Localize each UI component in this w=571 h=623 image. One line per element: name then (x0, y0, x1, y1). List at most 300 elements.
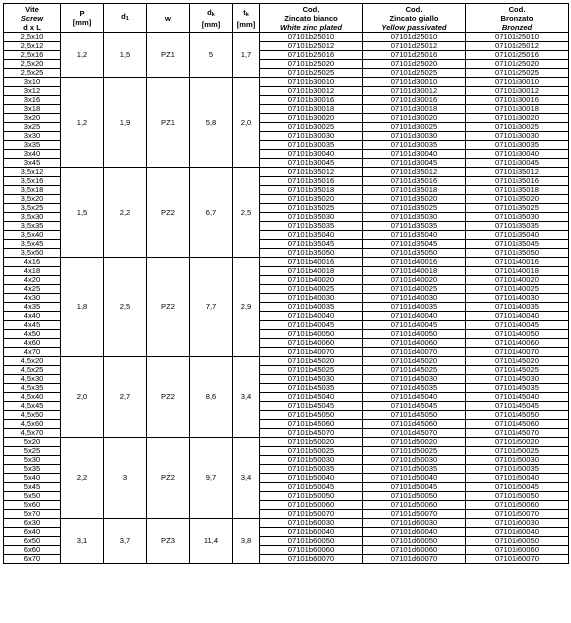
cell-code-yellow: 07101d45030 (363, 375, 466, 384)
header-tk-sub: k (245, 11, 249, 18)
cell-code-white: 07101b40018 (260, 267, 363, 276)
header-row (4, 4, 569, 33)
cell-code-white: 07101b50020 (260, 438, 363, 447)
cell-code-bronze: 07101i50025 (466, 447, 569, 456)
cell-code-yellow: 07101d40040 (363, 312, 466, 321)
cell-code-yellow: 07101d40050 (363, 330, 466, 339)
cell-d1: 3 (104, 438, 147, 519)
cell-code-white: 07101b40025 (260, 285, 363, 294)
cell-code-bronze: 07101i45050 (466, 411, 569, 420)
cell-screw-size: 4x25 (4, 285, 61, 294)
cell-tk: 2,0 (233, 78, 260, 168)
cell-code-yellow: 07101d45045 (363, 402, 466, 411)
header-tk-main: t (243, 7, 246, 17)
cell-code-bronze: 07101i25010 (466, 33, 569, 42)
cell-code-white: 07101b35020 (260, 195, 363, 204)
cell-code-yellow: 07101d45040 (363, 393, 466, 402)
header-screw (4, 4, 61, 33)
cell-dk: 5,8 (190, 78, 233, 168)
cell-screw-size: 2,5x20 (4, 60, 61, 69)
cell-pitch: 1,2 (61, 78, 104, 168)
cell-code-bronze: 07101i30018 (466, 105, 569, 114)
cell-code-yellow: 07101d35020 (363, 195, 466, 204)
cell-screw-size: 3,5x30 (4, 213, 61, 222)
cell-code-bronze: 07101i25025 (466, 69, 569, 78)
cell-screw-size: 3x25 (4, 123, 61, 132)
cell-screw-size: 5x25 (4, 447, 61, 456)
cell-code-bronze: 07101i30035 (466, 141, 569, 150)
table-row (4, 357, 569, 366)
header-cod-yellow-label: Cod. (405, 4, 423, 14)
cell-code-bronze: 07101i60070 (466, 555, 569, 564)
cell-code-white: 07101b30030 (260, 132, 363, 141)
cell-code-white: 07101b45045 (260, 402, 363, 411)
cell-screw-size: 4x40 (4, 312, 61, 321)
cell-code-yellow: 07101d45050 (363, 411, 466, 420)
cell-code-yellow: 07101d50025 (363, 447, 466, 456)
cell-screw-size: 4x35 (4, 303, 61, 312)
cell-screw-size: 4,5x35 (4, 384, 61, 393)
cell-screw-size: 4x45 (4, 321, 61, 330)
table-row (4, 168, 569, 177)
cell-code-yellow: 07101d25025 (363, 69, 466, 78)
cell-code-yellow: 07101d60030 (363, 519, 466, 528)
cell-code-yellow: 07101d30012 (363, 87, 466, 96)
cell-code-white: 07101b50035 (260, 465, 363, 474)
cell-dk: 6,7 (190, 168, 233, 258)
cell-code-yellow: 07101d40020 (363, 276, 466, 285)
cell-code-white: 07101b25010 (260, 33, 363, 42)
cell-code-yellow: 07101d60060 (363, 546, 466, 555)
cell-screw-size: 5x60 (4, 501, 61, 510)
cell-code-bronze: 07101i45070 (466, 429, 569, 438)
cell-screw-size: 2,5x12 (4, 42, 61, 51)
cell-screw-size: 4,5x50 (4, 411, 61, 420)
cell-code-bronze: 07101i40060 (466, 339, 569, 348)
cell-code-bronze: 07101i60050 (466, 537, 569, 546)
cell-code-white: 07101b35050 (260, 249, 363, 258)
cell-code-bronze: 07101i45025 (466, 366, 569, 375)
header-pitch-symbol: P (79, 9, 85, 18)
cell-code-white: 07101b35025 (260, 204, 363, 213)
cell-dk: 11,4 (190, 519, 233, 564)
cell-code-white: 07101b40020 (260, 276, 363, 285)
cell-code-bronze: 07101i30012 (466, 87, 569, 96)
cell-code-bronze: 07101i35050 (466, 249, 569, 258)
cell-code-bronze: 07101i35040 (466, 231, 569, 240)
cell-code-white: 07101b60060 (260, 546, 363, 555)
cell-code-white: 07101b35045 (260, 240, 363, 249)
cell-screw-size: 2,5x25 (4, 69, 61, 78)
cell-code-white: 07101b30018 (260, 105, 363, 114)
header-screw-en: Screw (20, 13, 44, 23)
cell-code-yellow: 07101d45020 (363, 357, 466, 366)
cell-code-bronze: 07101i35020 (466, 195, 569, 204)
cell-screw-size: 3x20 (4, 114, 61, 123)
cell-code-white: 07101b50030 (260, 456, 363, 465)
cell-code-yellow: 07101d40016 (363, 258, 466, 267)
cell-screw-size: 3,5x12 (4, 168, 61, 177)
cell-code-bronze: 07101i50035 (466, 465, 569, 474)
cell-drive: PZ2 (147, 357, 190, 438)
cell-code-white: 07101b50040 (260, 474, 363, 483)
screw-spec-table (3, 3, 569, 564)
cell-screw-size: 5x30 (4, 456, 61, 465)
cell-screw-size: 3,5x35 (4, 222, 61, 231)
cell-code-bronze: 07101i30020 (466, 114, 569, 123)
cell-screw-size: 5x20 (4, 438, 61, 447)
cell-code-bronze: 07101i40020 (466, 276, 569, 285)
cell-code-white: 07101b40070 (260, 348, 363, 357)
cell-d1: 3,7 (104, 519, 147, 564)
cell-screw-size: 3x45 (4, 159, 61, 168)
cell-screw-size: 2,5x16 (4, 51, 61, 60)
cell-code-yellow: 07101d30016 (363, 96, 466, 105)
cell-code-bronze: 07101i35012 (466, 168, 569, 177)
cell-screw-size: 3,5x25 (4, 204, 61, 213)
cell-code-yellow: 07101d30045 (363, 159, 466, 168)
cell-code-yellow: 07101d30020 (363, 114, 466, 123)
cell-code-yellow: 07101d50060 (363, 501, 466, 510)
cell-screw-size: 4,5x20 (4, 357, 61, 366)
header-dk-main: d (207, 7, 212, 17)
cell-code-bronze: 07101i25012 (466, 42, 569, 51)
cell-code-white: 07101b35035 (260, 222, 363, 231)
cell-screw-size: 6x40 (4, 528, 61, 537)
cell-code-white: 07101b25012 (260, 42, 363, 51)
cell-code-white: 07101b40035 (260, 303, 363, 312)
header-d1-main: d (121, 12, 126, 21)
cell-pitch: 1,5 (61, 168, 104, 258)
header-d1-sub: 1 (125, 16, 129, 22)
cell-screw-size: 4x16 (4, 258, 61, 267)
header-cod-bronze-en: Bronzed (501, 22, 533, 32)
header-w-label: w (165, 13, 171, 23)
cell-code-white: 07101b60040 (260, 528, 363, 537)
cell-code-bronze: 07101i50020 (466, 438, 569, 447)
cell-code-yellow: 07101d30025 (363, 123, 466, 132)
cell-code-yellow: 07101d35012 (363, 168, 466, 177)
cell-code-yellow: 07101d30030 (363, 132, 466, 141)
cell-code-yellow: 07101d50040 (363, 474, 466, 483)
cell-screw-size: 3x12 (4, 87, 61, 96)
cell-code-white: 07101b30025 (260, 123, 363, 132)
cell-code-white: 07101b45040 (260, 393, 363, 402)
header-tk (233, 4, 260, 33)
cell-code-white: 07101b50045 (260, 483, 363, 492)
cell-code-white: 07101b50060 (260, 501, 363, 510)
cell-screw-size: 6x70 (4, 555, 61, 564)
cell-code-yellow: 07101d50035 (363, 465, 466, 474)
cell-code-bronze: 07101i40070 (466, 348, 569, 357)
cell-code-bronze: 07101i45035 (466, 384, 569, 393)
cell-screw-size: 3,5x40 (4, 231, 61, 240)
cell-code-bronze: 07101i40045 (466, 321, 569, 330)
cell-code-yellow: 07101d40025 (363, 285, 466, 294)
cell-code-white: 07101b45050 (260, 411, 363, 420)
cell-drive: PZ1 (147, 78, 190, 168)
cell-code-white: 07101b35012 (260, 168, 363, 177)
header-w (147, 4, 190, 33)
cell-code-white: 07101b25016 (260, 51, 363, 60)
cell-code-bronze: 07101i60060 (466, 546, 569, 555)
header-d1 (104, 4, 147, 33)
cell-screw-size: 4,5x45 (4, 402, 61, 411)
cell-code-bronze: 07101i35045 (466, 240, 569, 249)
cell-code-white: 07101b60070 (260, 555, 363, 564)
cell-code-yellow: 07101d40018 (363, 267, 466, 276)
cell-screw-size: 4,5x40 (4, 393, 61, 402)
cell-screw-size: 3,5x45 (4, 240, 61, 249)
cell-screw-size: 5x40 (4, 474, 61, 483)
table-row (4, 438, 569, 447)
cell-drive: PZ2 (147, 258, 190, 357)
cell-code-yellow: 07101d35050 (363, 249, 466, 258)
cell-code-yellow: 07101d60070 (363, 555, 466, 564)
cell-code-bronze: 07101i40035 (466, 303, 569, 312)
cell-code-white: 07101b40040 (260, 312, 363, 321)
cell-code-white: 07101b50070 (260, 510, 363, 519)
cell-code-white: 07101b35016 (260, 177, 363, 186)
cell-d1: 2,7 (104, 357, 147, 438)
cell-code-bronze: 07101i30030 (466, 132, 569, 141)
cell-code-yellow: 07101d30040 (363, 150, 466, 159)
cell-screw-size: 2,5x10 (4, 33, 61, 42)
cell-code-white: 07101b40016 (260, 258, 363, 267)
cell-screw-size: 4,5x30 (4, 375, 61, 384)
cell-code-white: 07101b45020 (260, 357, 363, 366)
screw-spec-table-container (3, 3, 569, 564)
cell-code-bronze: 07101i50060 (466, 501, 569, 510)
header-cod-bronze-it: Bronzato (500, 13, 534, 23)
cell-code-bronze: 07101i40030 (466, 294, 569, 303)
cell-code-white: 07101b35018 (260, 186, 363, 195)
cell-drive: PZ1 (147, 33, 190, 78)
cell-code-bronze: 07101i60030 (466, 519, 569, 528)
cell-screw-size: 4x30 (4, 294, 61, 303)
cell-pitch: 2,0 (61, 357, 104, 438)
cell-screw-size: 5x45 (4, 483, 61, 492)
cell-code-yellow: 07101d35035 (363, 222, 466, 231)
cell-d1: 1,9 (104, 78, 147, 168)
cell-screw-size: 4x20 (4, 276, 61, 285)
header-cod-white-en: White zinc plated (279, 22, 343, 32)
cell-code-bronze: 07101i45060 (466, 420, 569, 429)
cell-code-bronze: 07101i50030 (466, 456, 569, 465)
cell-code-yellow: 07101d30018 (363, 105, 466, 114)
cell-code-white: 07101b30012 (260, 87, 363, 96)
cell-screw-size: 3x35 (4, 141, 61, 150)
cell-code-yellow: 07101d45070 (363, 429, 466, 438)
cell-code-white: 07101b40050 (260, 330, 363, 339)
cell-code-yellow: 07101d25016 (363, 51, 466, 60)
cell-screw-size: 3x10 (4, 78, 61, 87)
cell-code-white: 07101b40060 (260, 339, 363, 348)
table-row (4, 519, 569, 528)
cell-dk: 5 (190, 33, 233, 78)
header-dk (190, 4, 233, 33)
cell-code-white: 07101b45025 (260, 366, 363, 375)
cell-screw-size: 4x18 (4, 267, 61, 276)
cell-screw-size: 3x18 (4, 105, 61, 114)
cell-screw-size: 5x70 (4, 510, 61, 519)
header-cod-bronze-label: Cod. (508, 4, 526, 14)
cell-code-bronze: 07101i40025 (466, 285, 569, 294)
header-cod-bronze (466, 4, 569, 33)
cell-code-bronze: 07101i35018 (466, 186, 569, 195)
cell-code-white: 07101b40045 (260, 321, 363, 330)
header-tk-unit: [mm] (236, 19, 256, 29)
cell-screw-size: 4,5x70 (4, 429, 61, 438)
header-cod-yellow-it: Zincato giallo (389, 13, 439, 23)
cell-screw-size: 4x70 (4, 348, 61, 357)
cell-code-bronze: 07101i25016 (466, 51, 569, 60)
cell-code-bronze: 07101i50050 (466, 492, 569, 501)
cell-screw-size: 3x16 (4, 96, 61, 105)
cell-code-bronze: 07101i40050 (466, 330, 569, 339)
cell-screw-size: 3,5x18 (4, 186, 61, 195)
cell-code-bronze: 07101i40040 (466, 312, 569, 321)
table-row (4, 78, 569, 87)
cell-code-white: 07101b30020 (260, 114, 363, 123)
cell-tk: 3,4 (233, 438, 260, 519)
cell-screw-size: 5x35 (4, 465, 61, 474)
header-cod-yellow (363, 4, 466, 33)
cell-screw-size: 3,5x16 (4, 177, 61, 186)
cell-code-yellow: 07101d40035 (363, 303, 466, 312)
cell-screw-size: 3,5x20 (4, 195, 61, 204)
cell-d1: 2,2 (104, 168, 147, 258)
cell-code-yellow: 07101d35045 (363, 240, 466, 249)
cell-pitch: 2,2 (61, 438, 104, 519)
cell-code-yellow: 07101d50030 (363, 456, 466, 465)
cell-code-bronze: 07101i45040 (466, 393, 569, 402)
cell-dk: 9,7 (190, 438, 233, 519)
cell-screw-size: 6x30 (4, 519, 61, 528)
cell-code-yellow: 07101d50050 (363, 492, 466, 501)
cell-code-bronze: 07101i50070 (466, 510, 569, 519)
cell-code-bronze: 07101i35025 (466, 204, 569, 213)
cell-code-bronze: 07101i40018 (466, 267, 569, 276)
cell-screw-size: 4,5x25 (4, 366, 61, 375)
cell-tk: 2,5 (233, 168, 260, 258)
cell-code-bronze: 07101i50045 (466, 483, 569, 492)
cell-code-yellow: 07101d60050 (363, 537, 466, 546)
cell-code-bronze: 07101i60040 (466, 528, 569, 537)
cell-code-white: 07101b40030 (260, 294, 363, 303)
cell-code-white: 07101b25025 (260, 69, 363, 78)
cell-pitch: 1,2 (61, 33, 104, 78)
cell-code-yellow: 07101d40060 (363, 339, 466, 348)
cell-code-bronze: 07101i30025 (466, 123, 569, 132)
table-row (4, 258, 569, 267)
header-pitch (61, 4, 104, 33)
cell-code-white: 07101b35030 (260, 213, 363, 222)
cell-tk: 3,8 (233, 519, 260, 564)
cell-d1: 1,5 (104, 33, 147, 78)
cell-dk: 8,6 (190, 357, 233, 438)
cell-pitch: 3,1 (61, 519, 104, 564)
cell-code-bronze: 07101i30010 (466, 78, 569, 87)
cell-code-white: 07101b30010 (260, 78, 363, 87)
cell-code-yellow: 07101d50020 (363, 438, 466, 447)
table-row (4, 33, 569, 42)
cell-screw-size: 3,5x50 (4, 249, 61, 258)
header-dk-unit: [mm] (201, 19, 221, 29)
cell-code-bronze: 07101i45020 (466, 357, 569, 366)
cell-code-yellow: 07101d35030 (363, 213, 466, 222)
cell-screw-size: 4,5x60 (4, 420, 61, 429)
cell-code-white: 07101b45060 (260, 420, 363, 429)
header-cod-white-label: Cod. (302, 4, 320, 14)
cell-code-white: 07101b25020 (260, 60, 363, 69)
cell-code-white: 07101b60030 (260, 519, 363, 528)
cell-screw-size: 4x50 (4, 330, 61, 339)
header-cod-white-it: Zincato bianco (284, 13, 338, 23)
cell-code-bronze: 07101i45030 (466, 375, 569, 384)
header-cod-yellow-en: Yellow passivated (381, 22, 447, 32)
cell-dk: 7,7 (190, 258, 233, 357)
cell-code-yellow: 07101d30010 (363, 78, 466, 87)
cell-screw-size: 6x60 (4, 546, 61, 555)
cell-code-bronze: 07101i30040 (466, 150, 569, 159)
cell-code-bronze: 07101i50040 (466, 474, 569, 483)
header-cod-white (260, 4, 363, 33)
header-screw-dim: d x L (23, 22, 41, 32)
cell-code-white: 07101b45030 (260, 375, 363, 384)
cell-code-yellow: 07101d50045 (363, 483, 466, 492)
cell-code-bronze: 07101i45045 (466, 402, 569, 411)
cell-code-bronze: 07101i30016 (466, 96, 569, 105)
cell-screw-size: 3x30 (4, 132, 61, 141)
cell-code-bronze: 07101i35030 (466, 213, 569, 222)
cell-code-bronze: 07101i35035 (466, 222, 569, 231)
cell-code-yellow: 07101d25020 (363, 60, 466, 69)
cell-d1: 2,5 (104, 258, 147, 357)
cell-code-yellow: 07101d45025 (363, 366, 466, 375)
cell-code-white: 07101b35040 (260, 231, 363, 240)
cell-screw-size: 4x60 (4, 339, 61, 348)
cell-code-yellow: 07101d50070 (363, 510, 466, 519)
cell-code-yellow: 07101d40070 (363, 348, 466, 357)
cell-code-yellow: 07101d35018 (363, 186, 466, 195)
cell-code-bronze: 07101i40016 (466, 258, 569, 267)
cell-code-white: 07101b30040 (260, 150, 363, 159)
cell-tk: 3,4 (233, 357, 260, 438)
cell-code-yellow: 07101d30035 (363, 141, 466, 150)
cell-tk: 2,9 (233, 258, 260, 357)
cell-code-yellow: 07101d60040 (363, 528, 466, 537)
cell-code-yellow: 07101d35040 (363, 231, 466, 240)
cell-code-bronze: 07101i35016 (466, 177, 569, 186)
cell-screw-size: 6x50 (4, 537, 61, 546)
cell-code-yellow: 07101d40030 (363, 294, 466, 303)
cell-code-white: 07101b30045 (260, 159, 363, 168)
cell-code-white: 07101b45035 (260, 384, 363, 393)
cell-code-yellow: 07101d25012 (363, 42, 466, 51)
cell-code-yellow: 07101d35025 (363, 204, 466, 213)
cell-code-bronze: 07101i25020 (466, 60, 569, 69)
cell-code-yellow: 07101d45035 (363, 384, 466, 393)
cell-tk: 1,7 (233, 33, 260, 78)
cell-code-white: 07101b60050 (260, 537, 363, 546)
cell-pitch: 1,8 (61, 258, 104, 357)
cell-code-yellow: 07101d45060 (363, 420, 466, 429)
cell-code-bronze: 07101i30045 (466, 159, 569, 168)
cell-drive: PZ2 (147, 438, 190, 519)
cell-code-white: 07101b45070 (260, 429, 363, 438)
header-pitch-unit: [mm] (72, 18, 92, 27)
